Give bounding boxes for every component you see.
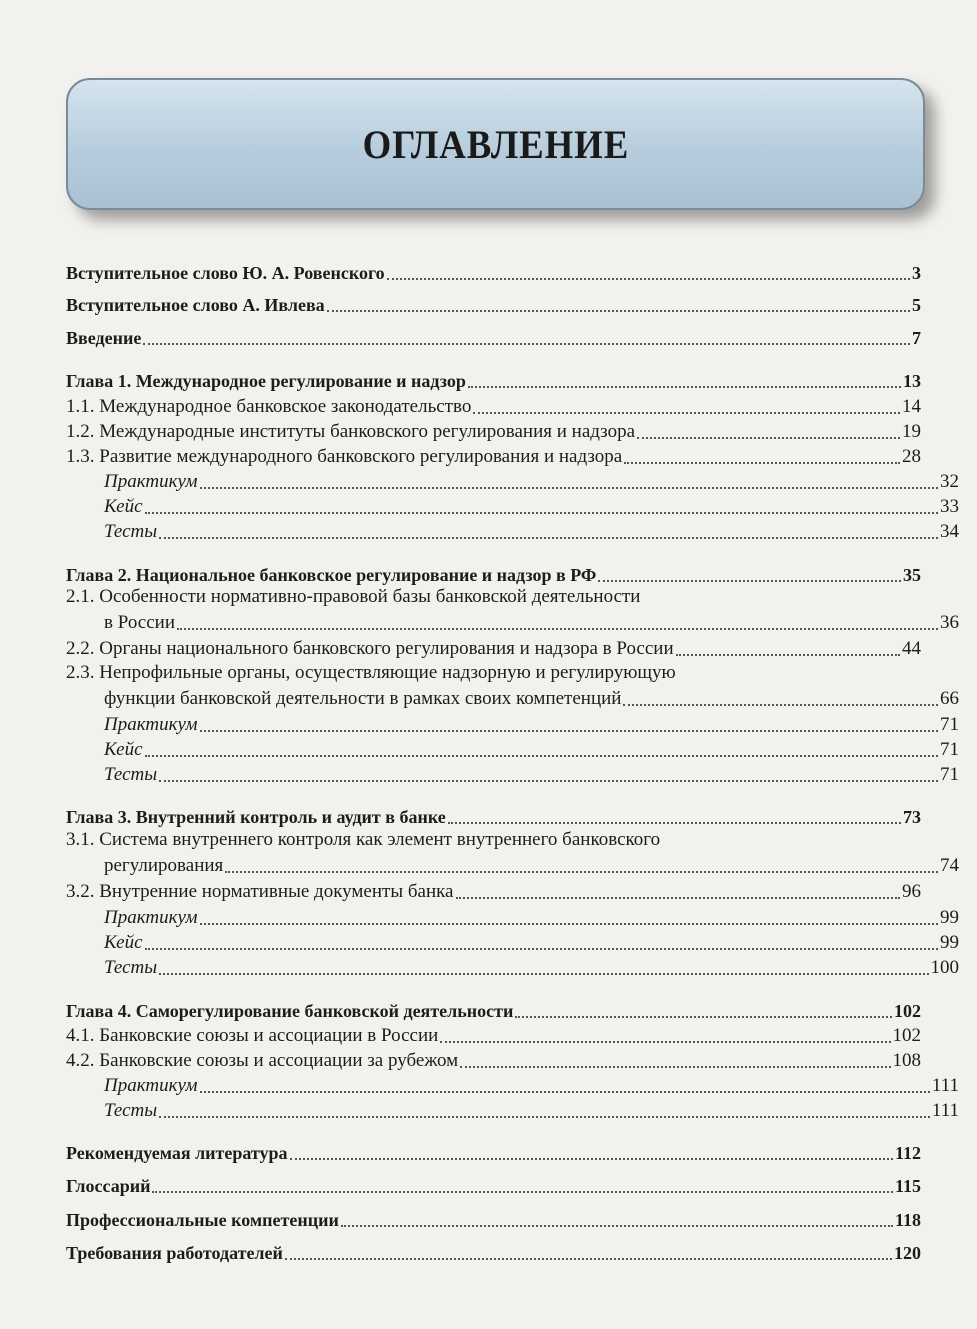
dot-leader — [200, 1090, 930, 1093]
page-number: 19 — [902, 421, 921, 442]
dot-leader — [145, 754, 938, 757]
dot-leader — [598, 579, 901, 582]
page-number: 44 — [902, 638, 921, 659]
dot-leader — [159, 779, 938, 782]
dot-leader — [387, 277, 910, 280]
page-number: 120 — [894, 1243, 921, 1263]
toc-section-2-3[interactable]: функции банковской деятельности в рамках своих компетенций 66 — [104, 688, 959, 709]
toc-entry-introduction[interactable]: Введение 7 — [66, 328, 921, 348]
dot-leader — [448, 821, 901, 824]
toc-entry-intro1[interactable]: Вступительное слово Ю. А. Ровенского 3 — [66, 263, 921, 283]
toc-chapter-3[interactable]: Глава 3. Внутренний контроль и аудит в банке 73 — [66, 807, 921, 827]
toc-ch2-tests[interactable]: Тесты 71 — [104, 764, 959, 785]
toc-section-3-1[interactable]: регулирования 74 — [104, 855, 959, 876]
dot-leader — [327, 309, 910, 312]
toc-ch3-case[interactable]: Кейс 99 — [104, 932, 959, 953]
toc-entry-intro2[interactable]: Вступительное слово А. Ивлева 5 — [66, 295, 921, 315]
toc-section-1-3[interactable]: 1.3. Развитие международного банковского регулирования и надзора 28 — [66, 446, 921, 467]
toc-section-1-2[interactable]: 1.2. Международные институты банковского регулирования и надзора 19 — [66, 421, 921, 442]
toc-entry-glossary[interactable]: Глоссарий 115 — [66, 1176, 921, 1196]
page-number: 35 — [903, 565, 921, 585]
title-banner — [66, 78, 925, 210]
dot-leader — [473, 411, 900, 414]
page-number: 73 — [903, 807, 921, 827]
page-number: 111 — [931, 1075, 959, 1096]
dot-leader — [468, 385, 901, 388]
dot-leader — [637, 436, 900, 439]
page-number: 115 — [894, 1176, 921, 1196]
toc-section-2-1[interactable]: в России 36 — [104, 612, 959, 633]
page-title: ОГЛАВЛЕНИЕ — [362, 121, 629, 167]
dot-leader — [200, 729, 938, 732]
toc-section-4-2[interactable]: 4.2. Банковские союзы и ассоциации за рубежом 108 — [66, 1050, 921, 1071]
dot-leader — [145, 947, 938, 950]
toc-ch4-practicum[interactable]: Практикум 111 — [104, 1075, 959, 1096]
toc-section-1-1[interactable]: 1.1. Международное банковское законодательство 14 — [66, 396, 921, 417]
dot-leader — [145, 511, 938, 514]
page-number: 3 — [912, 263, 921, 283]
page-number: 36 — [940, 612, 959, 633]
page-number: 13 — [903, 371, 921, 391]
dot-leader — [200, 922, 938, 925]
toc-ch3-tests[interactable]: Тесты 100 — [104, 957, 959, 978]
dot-leader — [177, 627, 938, 630]
dot-leader — [159, 1115, 930, 1118]
toc-ch1-practicum[interactable]: Практикум 32 — [104, 471, 959, 492]
toc-entry-literature[interactable]: Рекомендуемая литература 112 — [66, 1143, 921, 1163]
toc-entry-competencies[interactable]: Профессиональные компетенции 118 — [66, 1210, 921, 1230]
page-number: 96 — [902, 881, 921, 902]
page-number: 99 — [940, 932, 959, 953]
toc-chapter-1[interactable]: Глава 1. Международное регулирование и надзор 13 — [66, 371, 921, 391]
toc-ch4-tests[interactable]: Тесты 111 — [104, 1100, 959, 1121]
page-number: 5 — [912, 295, 921, 315]
page-number: 108 — [892, 1050, 921, 1071]
toc-section-4-1[interactable]: 4.1. Банковские союзы и ассоциации в России 102 — [66, 1025, 921, 1046]
toc-ch3-practicum[interactable]: Практикум 99 — [104, 907, 959, 928]
toc-entry-requirements[interactable]: Требования работодателей 120 — [66, 1243, 921, 1263]
page-number: 102 — [892, 1025, 921, 1046]
dot-leader — [159, 972, 928, 975]
page-number: 74 — [940, 855, 959, 876]
toc-section-2-3-line1[interactable]: 2.3. Непрофильные органы, осуществляющие надзорную и регулирующую — [66, 662, 676, 683]
page-number: 7 — [912, 328, 921, 348]
page-number: 112 — [894, 1143, 921, 1163]
toc-ch2-practicum[interactable]: Практикум 71 — [104, 714, 959, 735]
dot-leader — [460, 1065, 890, 1068]
dot-leader — [676, 653, 900, 656]
page-number: 118 — [894, 1210, 921, 1230]
toc-ch1-case[interactable]: Кейс 33 — [104, 496, 959, 517]
toc-section-3-1-line1[interactable]: 3.1. Система внутреннего контроля как элемент внутреннего банковского — [66, 829, 661, 850]
toc-section-2-2[interactable]: 2.2. Органы национального банковского регулирования и надзора в России 44 — [66, 638, 921, 659]
page-number: 99 — [940, 907, 959, 928]
dot-leader — [152, 1190, 893, 1193]
page-number: 111 — [931, 1100, 959, 1121]
page-number: 66 — [940, 688, 959, 709]
page-number: 33 — [940, 496, 959, 517]
dot-leader — [341, 1224, 893, 1227]
page-number: 32 — [940, 471, 959, 492]
dot-leader — [515, 1015, 892, 1018]
page-number: 102 — [894, 1001, 921, 1021]
toc-ch1-tests[interactable]: Тесты 34 — [104, 521, 959, 542]
page-number: 71 — [940, 739, 959, 760]
toc-ch2-case[interactable]: Кейс 71 — [104, 739, 959, 760]
page-number: 34 — [940, 521, 959, 542]
page-number: 28 — [902, 446, 921, 467]
dot-leader — [225, 870, 938, 873]
page-number: 14 — [902, 396, 921, 417]
page-number: 71 — [940, 764, 959, 785]
dot-leader — [456, 896, 901, 899]
dot-leader — [285, 1257, 892, 1260]
dot-leader — [623, 703, 938, 706]
dot-leader — [290, 1157, 893, 1160]
toc-section-2-1-line1[interactable]: 2.1. Особенности нормативно-правовой базы банковской деятельности — [66, 586, 641, 607]
page-number: 100 — [930, 957, 959, 978]
dot-leader — [143, 342, 910, 345]
toc-chapter-2[interactable]: Глава 2. Национальное банковское регулирование и надзор в РФ 35 — [66, 565, 921, 585]
page-number: 71 — [940, 714, 959, 735]
dot-leader — [624, 461, 900, 464]
dot-leader — [440, 1040, 890, 1043]
dot-leader — [200, 486, 938, 489]
dot-leader — [159, 536, 938, 539]
toc-chapter-4[interactable]: Глава 4. Саморегулирование банковской деятельности 102 — [66, 1001, 921, 1021]
toc-section-3-2[interactable]: 3.2. Внутренние нормативные документы банка 96 — [66, 881, 921, 902]
